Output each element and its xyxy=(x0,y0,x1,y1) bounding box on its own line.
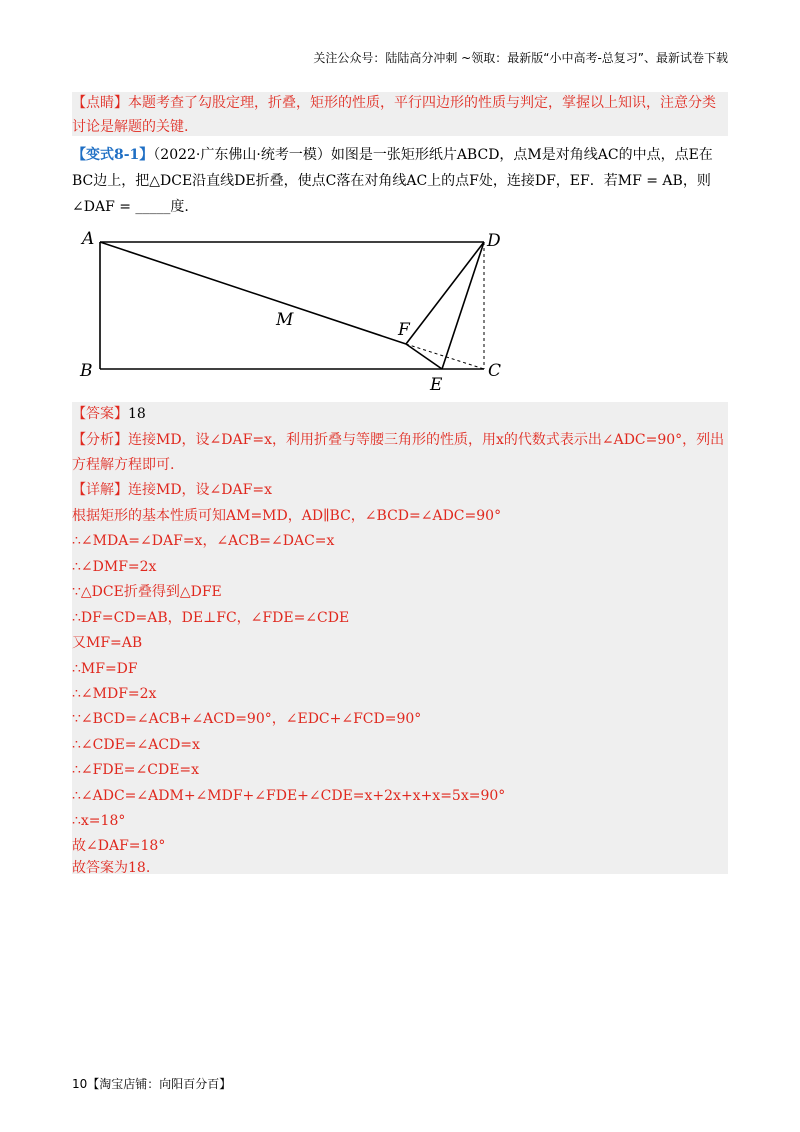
geometry-figure xyxy=(72,224,532,400)
label-C: C xyxy=(488,361,502,381)
label-B: B xyxy=(80,361,93,381)
detail-tag: 【详解】 xyxy=(72,482,128,498)
detail-step: ∴∠MDA=∠DAF=x，∠ACB=∠DAC=x xyxy=(72,533,335,549)
analysis-tag: 【分析】 xyxy=(72,432,128,448)
detail-step: 根据矩形的基本性质可知AM=MD，AD∥BC，∠BCD=∠ADC=90° xyxy=(72,508,502,524)
detail-step: 又MF=AB xyxy=(72,635,143,651)
page-number: 10 xyxy=(72,1077,88,1091)
problem-line-3: ∠DAF = _____度. xyxy=(72,199,189,215)
label-F: F xyxy=(398,320,410,340)
segment-FC-dashed xyxy=(406,344,484,369)
page-header: 关注公众号：陆陆高分冲刺 ~领取：最新版“小中高考-总复习”、最新试卷下载 xyxy=(313,51,728,65)
label-A: A xyxy=(82,229,95,249)
detail-step: ∵△DCE折叠得到△DFE xyxy=(72,584,222,600)
detail-step: ∵∠BCD=∠ACB+∠ACD=90°，∠EDC+∠FCD=90° xyxy=(72,711,422,727)
detail-step: ∴MF=DF xyxy=(72,661,138,677)
answer-value: 18 xyxy=(128,406,146,422)
analysis-line-1: 【分析】连接MD，设∠DAF=x，利用折叠与等腰三角形的性质，用x的代数式表示出∠ADC=90°，列出 xyxy=(72,432,725,448)
dianjing-line-2: 讨论是解题的关键. xyxy=(72,119,189,135)
detail-step: ∴∠DMF=2x xyxy=(72,559,157,575)
segment-DF xyxy=(406,242,484,344)
detail-step: ∴∠MDF=2x xyxy=(72,686,157,702)
detail-line-first: 【详解】连接MD，设∠DAF=x xyxy=(72,482,272,498)
detail-step: ∴∠FDE=∠CDE=x xyxy=(72,762,200,778)
detail-step: ∴x=18° xyxy=(72,813,126,829)
segment-FE xyxy=(406,344,442,369)
dianjing-line-1: 【点睛】本题考查了勾股定理，折叠，矩形的性质，平行四边形的性质与判定，掌握以上知识，注意分类 xyxy=(72,95,716,111)
detail-step: ∴∠ADC=∠ADM+∠MDF+∠FDE+∠CDE=x+2x+x+x=5x=90° xyxy=(72,788,506,804)
answer-line xyxy=(72,404,146,424)
detail-step: 故答案为18. xyxy=(72,860,151,876)
segment-AF xyxy=(100,242,406,344)
problem-tag: 【变式8-1】 xyxy=(72,147,154,163)
dianjing-tag: 【点睛】 xyxy=(72,95,128,111)
segment-DE xyxy=(442,242,484,369)
detail-step: ∴DF=CD=AB，DE⊥FC，∠FDE=∠CDE xyxy=(72,610,350,626)
label-E: E xyxy=(430,375,443,395)
answer-tag: 【答案】 xyxy=(72,406,128,422)
label-D: D xyxy=(487,231,501,251)
label-M: M xyxy=(276,310,294,330)
problem-line-2: BC边上，把△DCE沿直线DE折叠，使点C落在对角线AC上的点F处，连接DF，EF．若MF = AB，则 xyxy=(72,173,711,189)
detail-step: 故∠DAF=18° xyxy=(72,838,166,854)
footer-text: 【淘宝店铺：向阳百分百】 xyxy=(87,1077,232,1091)
detail-step: ∴∠CDE=∠ACD=x xyxy=(72,737,200,753)
problem-line-1: 【变式8-1】（2022·广东佛山·统考一模）如图是一张矩形纸片ABCD，点M是对角线AC的中点，点E在 xyxy=(72,147,713,163)
page-footer xyxy=(72,1075,231,1092)
analysis-line-2: 方程解方程即可. xyxy=(72,457,175,473)
